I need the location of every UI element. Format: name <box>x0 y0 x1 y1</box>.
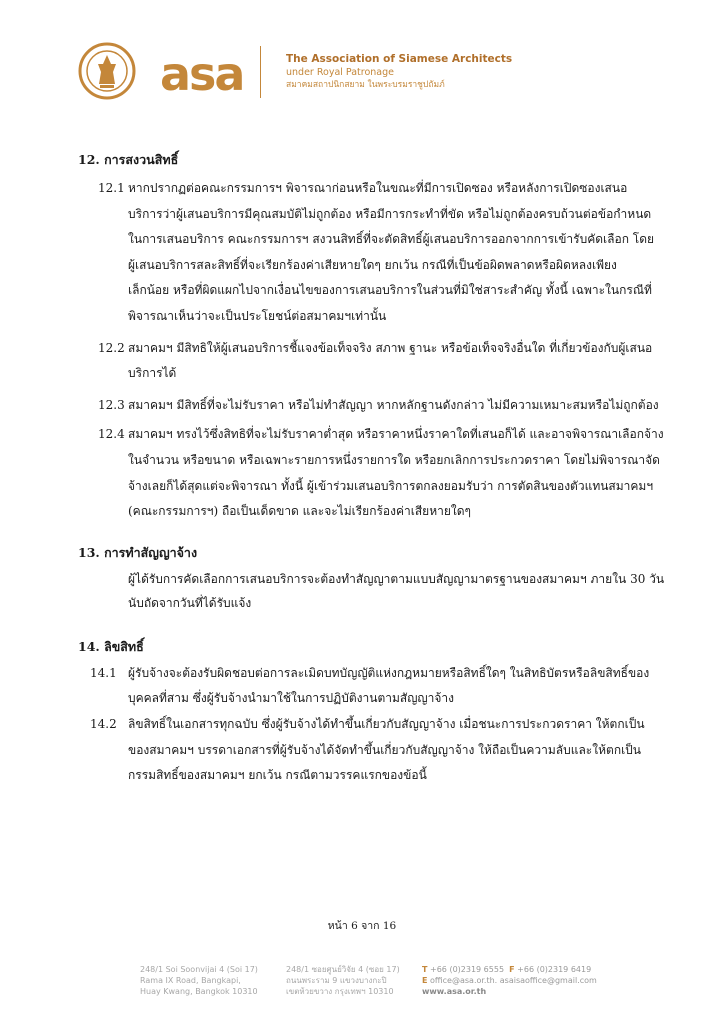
fax-label: F <box>509 965 515 974</box>
clause-line: บุคคลที่สาม ซึ่งผู้รับจ้างนำมาใช้ในการปฏิบัติงานตามสัญญาจ้าง <box>128 691 455 706</box>
clause-line: (คณะกรรมการฯ) ถือเป็นเด็ดขาด และจะไม่เรียกร้องค่าเสียหายใดๆ <box>128 504 471 519</box>
address-line: Huay Kwang, Bangkok 10310 <box>140 987 258 996</box>
clause-12-2 <box>78 336 684 387</box>
clause-line: บริการได้ <box>128 366 177 381</box>
clause-line: กรรมสิทธิ์ของสมาคมฯ ยกเว้น กรณีตามวรรคแรกของข้อนี้ <box>128 768 427 783</box>
section-14-title: 14. ลิขสิทธิ์ <box>78 638 144 654</box>
org-name-en: The Association of Siamese Architects <box>286 53 513 65</box>
clause-line: บริการว่าผู้เสนอบริการมีคุณสมบัติไม่ถูกต้อง หรือมีการกระทำที่ขัด หรือไม่ถูกต้องครบถ้วนต่อข้อกำหนด <box>128 206 652 221</box>
clause-number: 12.3 <box>98 397 125 412</box>
clause-line: ผู้รับจ้างจะต้องรับผิดชอบต่อการละเมิดบทบัญญัติแห่งกฎหมายหรือสิทธิ์ใดๆ ในสิทธิบัตรหรือลิขสิทธิ์ของ <box>128 665 650 680</box>
clause-line: ผู้เสนอบริการสละสิทธิ์ที่จะเรียกร้องค่าเสียหายใดๆ ยกเว้น กรณีที่เป็นข้อผิดพลาดหรือผิดหลงเพียง <box>128 257 617 272</box>
divider <box>260 46 261 98</box>
letterhead <box>78 42 678 122</box>
tel-label: T <box>422 965 428 974</box>
asa-logo-text: asa <box>160 47 244 101</box>
fax-number: +66 (0)2319 6419 <box>517 965 592 974</box>
address-en <box>140 964 258 997</box>
letterhead-footer <box>140 964 620 1014</box>
clause-line: ลิขสิทธิ์ในเอกสารทุกฉบับ ซึ่งผู้รับจ้างได้ทำขึ้นเกี่ยวกับสัญญาจ้าง เมื่อชนะการประกวดราคา ให้ตกเป็น <box>128 716 645 731</box>
clause-line: หากปรากฏต่อคณะกรรมการฯ พิจารณาก่อนหรือในขณะที่มีการเปิดซอง หรือหลังการเปิดซองเสนอ <box>128 181 628 195</box>
royal-seal-logo <box>78 42 136 100</box>
clause-12-3 <box>78 393 684 419</box>
address-line: เขตห้วยขวาง กรุงเทพฯ 10310 <box>286 987 394 996</box>
org-name-block <box>286 52 512 91</box>
website-link[interactable]: www.asa.or.th <box>422 987 487 996</box>
address-line: ถนนพระราม 9 แขวงบางกะปิ <box>286 976 387 985</box>
clause-line: จ้างเลยก็ได้สุดแต่จะพิจารณา ทั้งนี้ ผู้เข้าร่วมเสนอบริการตกลงยอมรับว่า การตัดสินของตัวแทนสมาคมฯ <box>128 478 654 493</box>
clause-14-1 <box>78 661 684 712</box>
clause-line: สมาคมฯ มีสิทธิ์ที่จะไม่รับราคา หรือไม่ทำสัญญา หากหลักฐานดังกล่าว ไม่มีความเหมาะสมหรือไม่ถูกต้อง <box>128 397 659 412</box>
contact-info <box>422 964 597 997</box>
section-13-body <box>78 567 684 615</box>
address-line: 248/1 ซอยศูนย์วิจัย 4 (ซอย 17) <box>286 965 400 974</box>
section-13-title: 13. การทำสัญญาจ้าง <box>78 544 198 560</box>
org-name-th: สมาคมสถาปนิกสยาม ในพระบรมราชูปถัมภ์ <box>286 80 445 90</box>
phone-fax-line <box>422 964 597 975</box>
clause-12-1 <box>78 176 684 330</box>
clause-14-2 <box>78 712 684 789</box>
clause-number: 14.2 <box>90 716 117 731</box>
email-label: E <box>422 976 428 985</box>
email-line <box>422 975 597 986</box>
email-address: office@asa.or.th. asaisaoffice@gmail.com <box>430 976 597 985</box>
clause-number: 12.4 <box>98 427 125 442</box>
section-12-title: 12. การสงวนสิทธิ์ <box>78 152 179 167</box>
clause-number: 14.1 <box>90 665 117 680</box>
clause-line: ของสมาคมฯ บรรดาเอกสารที่ผู้รับจ้างได้จัดทำขึ้นเกี่ยวกับสัญญาจ้าง ให้ถือเป็นความลับและให้ตกเป็น <box>128 742 641 757</box>
clause-12-4 <box>78 422 684 524</box>
clause-line: ผู้ได้รับการคัดเลือกการเสนอบริการจะต้องทำสัญญาตามแบบสัญญามาตรฐานของสมาคมฯ ภายใน 30 วัน <box>128 571 665 586</box>
document-body <box>78 150 684 789</box>
clause-line: ในการเสนอบริการ คณะกรรมการฯ สงวนสิทธิ์ที่จะตัดสิทธิ์ผู้เสนอบริการออกจากการเข้ารับคัดเลือก โดย <box>128 232 655 247</box>
page-number: หน้า 6 จาก 16 <box>327 920 397 932</box>
tel-number: +66 (0)2319 6555 <box>430 965 505 974</box>
org-sub-en: under Royal Patronage <box>286 67 395 78</box>
clause-line: สมาคมฯ มีสิทธิให้ผู้เสนอบริการชี้แจงข้อเท็จจริง สภาพ ฐานะ หรือข้อเท็จจริงอื่นใด ที่เกี่ยวข้องกับผู้เสนอ <box>128 340 653 355</box>
address-line: 248/1 Soi Soonvijai 4 (Soi 17) <box>140 965 258 974</box>
clause-number: 12.2 <box>98 340 125 355</box>
clause-line: เล็กน้อย หรือที่ผิดแผกไปจากเงื่อนไขของการเสนอบริการในส่วนที่มิใช่สาระสำคัญ ทั้งนี้ เฉพาะในกรณีที่ <box>128 283 652 298</box>
clause-line: นับถัดจากวันที่ได้รับแจ้ง <box>128 595 252 610</box>
address-line: Rama IX Road, Bangkapi, <box>140 976 241 985</box>
clause-line: ในจำนวน หรือขนาด หรือเฉพาะรายการหนึ่งรายการใด หรือยกเลิกการประกวดราคา โดยไม่พิจารณาจัด <box>128 452 660 467</box>
clause-number: 12.1 <box>98 181 125 195</box>
clause-line: สมาคมฯ ทรงไว้ซึ่งสิทธิที่จะไม่รับราคาต่ำสุด หรือราคาหนึ่งราคาใดที่เสนอก็ได้ และอาจพิจารณาเลือกจ้าง <box>128 427 664 442</box>
clause-line: พิจารณาเห็นว่าจะเป็นประโยชน์ต่อสมาคมฯเท่านั้น <box>128 308 387 323</box>
address-th <box>286 964 400 997</box>
